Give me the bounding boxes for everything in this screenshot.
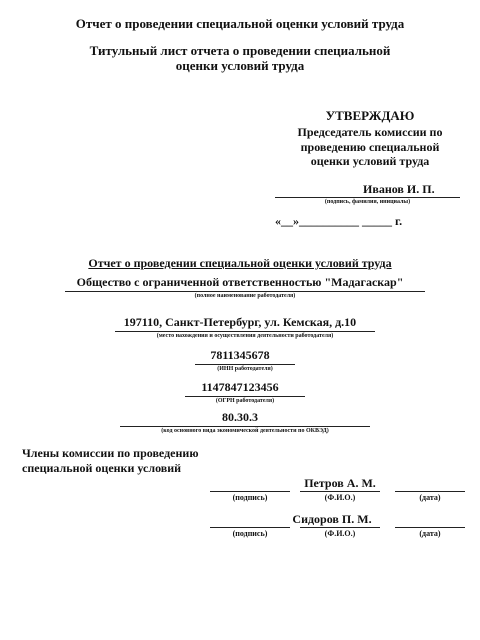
chair-line-1: Председатель комиссии по xyxy=(297,125,443,139)
employer-ogrn-caption: (ОГРН работодателя) xyxy=(215,398,275,404)
employer-okved-caption: (код основного вида экономической деятельности по ОКВЭД) xyxy=(161,428,329,434)
employer-okved-line xyxy=(120,426,370,427)
employer-address: 197110, Санкт-Петербург, ул. Кемская, д.10 xyxy=(123,315,357,329)
title-page-line-1: Титульный лист отчета о проведении специальной xyxy=(89,43,391,58)
member-signature-caption: (подпись) xyxy=(232,493,268,502)
employer-inn: 7811345678 xyxy=(210,348,270,362)
commission-members-line-1: Члены комиссии по проведению xyxy=(22,446,199,460)
member-name: Петров А. М. xyxy=(304,476,376,490)
member-date-line xyxy=(395,527,465,528)
employer-address-caption: (место нахождения и осуществления деятельности работодателя) xyxy=(156,333,334,339)
employer-ogrn: 1147847123456 xyxy=(201,380,279,394)
member-fio-line xyxy=(300,527,380,528)
employer-name-line xyxy=(65,291,425,292)
employer-okved: 80.30.3 xyxy=(222,410,258,424)
report-title: Отчет о проведении специальной оценки условий труда xyxy=(75,16,405,31)
employer-ogrn-line xyxy=(185,396,305,397)
member-date-line xyxy=(395,491,465,492)
member-signature-caption: (подпись) xyxy=(232,529,268,538)
employer-address-line xyxy=(115,331,375,332)
chair-line-3: оценки условий труда xyxy=(310,154,430,168)
employer-full-name: Общество с ограниченной ответственностью "Мадагаскар" xyxy=(76,275,404,289)
member-fio-caption: (Ф.И.О.) xyxy=(324,493,356,502)
chair-signature-caption: (подпись, фамилия, инициалы) xyxy=(324,199,411,205)
member-signature-line xyxy=(210,491,290,492)
member-date-caption: (дата) xyxy=(419,529,441,538)
chair-name: Иванов И. П. xyxy=(363,182,435,196)
employer-inn-caption: (ИНН работодателя) xyxy=(217,366,273,372)
title-page-line-2: оценки условий труда xyxy=(175,58,305,73)
employer-name-caption: (полное наименование работодателя) xyxy=(194,293,296,299)
member-name: Сидоров П. М. xyxy=(292,512,372,526)
employer-inn-line xyxy=(195,364,295,365)
employer-report-heading: Отчет о проведении специальной оценки условий труда xyxy=(88,256,392,270)
approve-word: УТВЕРЖДАЮ xyxy=(325,108,415,123)
chair-line-2: проведению специальной xyxy=(300,140,440,154)
commission-members-line-2: специальной оценки условий xyxy=(22,461,182,475)
member-date-caption: (дата) xyxy=(419,493,441,502)
chair-signature-line xyxy=(275,197,460,198)
member-fio-caption: (Ф.И.О.) xyxy=(324,529,356,538)
member-signature-line xyxy=(210,527,290,528)
member-fio-line xyxy=(300,491,380,492)
approval-date-line: «__»__________ _____ г. xyxy=(275,214,403,228)
